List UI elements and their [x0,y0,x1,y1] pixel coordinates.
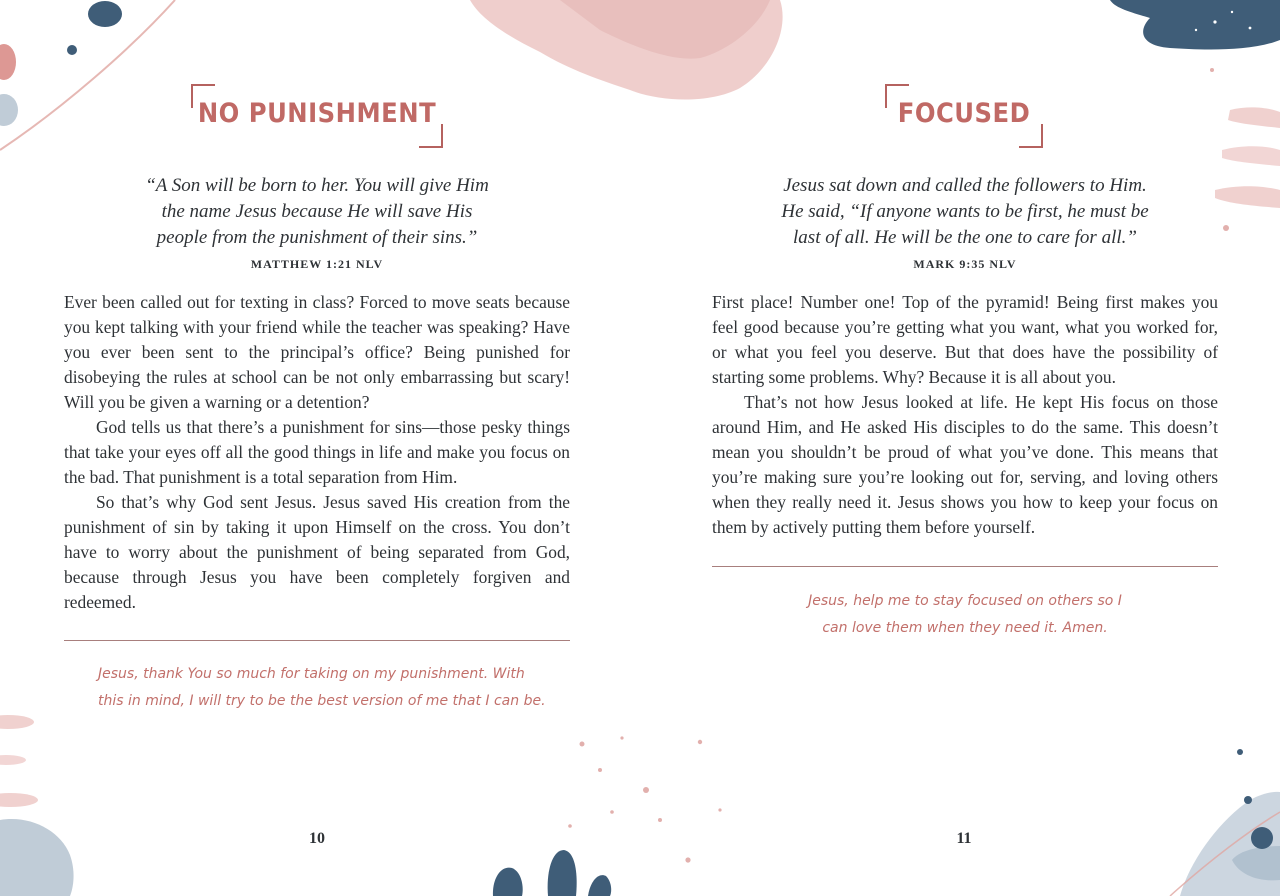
scripture-verse [712,173,1218,251]
devotional-body [712,290,1218,540]
prayer-line: this in mind, I will try to be the best version of me that I can be. [98,693,546,709]
heading-frame [191,84,443,148]
verse-line: He said, “If anyone wants to be first, he must be [781,201,1149,222]
scripture-verse [64,173,570,251]
body-paragraph: That’s not how Jesus looked at life. He kept His focus on those around Him, and He asked His disciples to do the same. This doesn’t mean you shouldn’t be proud of what you’ve done. This means that you’re making sure you’re looking out for, serving, and loving others when they really need it. Jesus shows you how to keep your focus on them by actively putting them before yourself. [712,392,1218,537]
page-number: 11 [956,830,972,847]
verse-line: last of all. He will be the one to care for all.” [793,227,1137,248]
prayer-line: Jesus, help me to stay focused on others so I [808,593,1122,609]
verse-reference: MARK 9:35 NLV [913,257,1017,271]
right-page [640,0,1280,896]
verse-line: the name Jesus because He will save His [161,201,473,222]
devotional-body [64,290,570,615]
body-paragraph: Ever been called out for texting in class? Forced to move seats because you kept talking with your friend while the teacher was speaking? Have you ever been sent to the principal’s office? Being punished for disobeying the rules at school can be not only embarrassing but scary! Will you be given a warning or a detention? [64,292,570,412]
body-paragraph: So that’s why God sent Jesus. Jesus saved His creation from the punishment of sin by taking it upon Himself on the cross. You don’t have to worry about the punishment of being separated from God, because through Jesus you have been completely forgiven and redeemed. [64,492,570,612]
prayer-line: Jesus, thank You so much for taking on my punishment. With [98,666,525,682]
prayer-line: can love them when they need it. Amen. [822,620,1108,636]
prayer-text [98,661,568,715]
page-number: 10 [309,830,325,847]
verse-line: Jesus sat down and called the followers to Him. [783,175,1147,196]
verse-line: people from the punishment of their sins.” [156,227,478,248]
divider [712,566,1218,567]
page-title: FOCUSED [897,98,1031,129]
page-title: NO PUNISHMENT [197,98,437,129]
body-paragraph: First place! Number one! Top of the pyramid! Being first makes you feel good because you’re getting what you want, what you worked for, or what you feel you deserve. But that does have the possibility of starting some problems. Why? Because it is all about you. [712,292,1218,387]
heading-frame [885,84,1043,148]
body-paragraph: God tells us that there’s a punishment for sins—those pesky things that take your eyes off all the good things in life and make you focus on the bad. That punishment is a total separation from Him. [64,417,570,487]
verse-line: “A Son will be born to her. You will give Him [145,175,489,196]
divider [64,640,570,641]
prayer-text [712,588,1218,642]
verse-reference: MATTHEW 1:21 NLV [250,257,384,271]
